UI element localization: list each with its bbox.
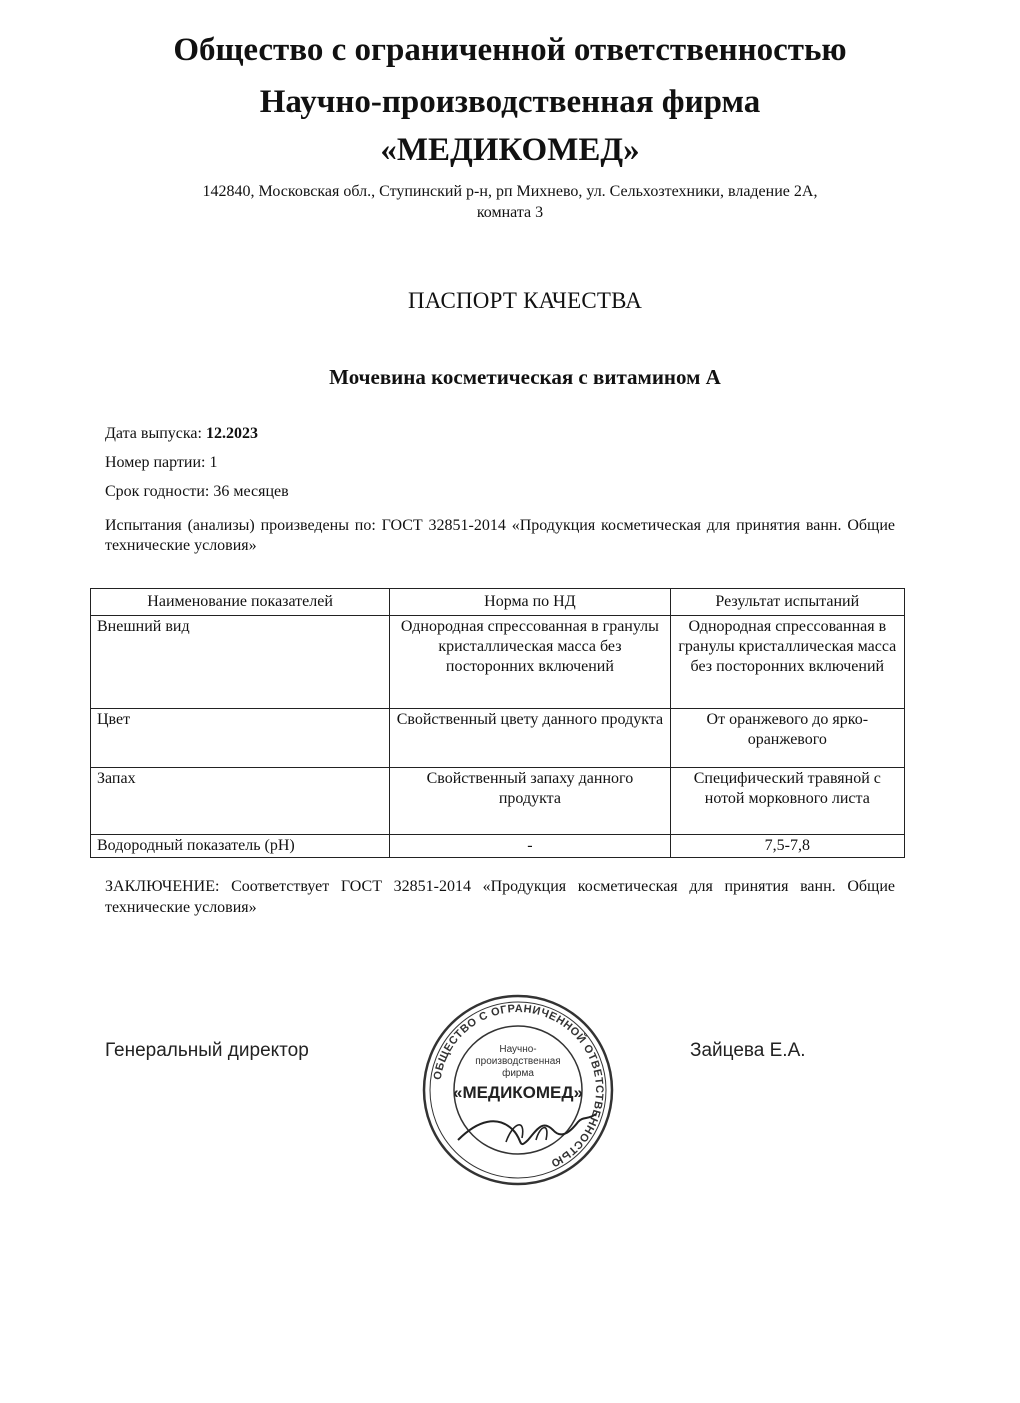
cell-result: Специфический травяной с нотой морковного листа [670,768,904,835]
table-header-row [91,589,905,616]
batch-number [105,453,218,473]
table-row [91,616,905,709]
shelf-life: Срок годности: 36 месяцев [105,483,289,500]
cell-norm: - [390,835,670,858]
tests-standard: Испытания (анализы) произведены по: ГОСТ 32851-2014 «Продукция косметическая для принятия ванн. Общие технические условия» [105,517,895,554]
org-name-line2: Научно-производственная фирма [259,84,761,120]
signer-role: Генеральный директор [105,1040,309,1061]
table-row [91,709,905,768]
table-row [91,768,905,835]
org-name-line3: «МЕДИКОМЕД» [380,132,640,168]
stamp-seal-icon [418,990,618,1190]
cell-indicator: Запах [91,768,390,835]
stamp-center-line1: Научно- [499,1044,537,1055]
release-date [105,424,258,444]
conclusion: ЗАКЛЮЧЕНИЕ: Соответствует ГОСТ 32851-2014 «Продукция косметическая для принятия ванн. Общие технические условия» [105,878,895,916]
batch-number-label: Номер партии: [105,454,206,471]
header-indicator: Наименование показателей [91,589,390,616]
product-name: Мочевина косметическая с витамином А [329,365,721,389]
stamp-center-line2: производственная [475,1056,561,1067]
cell-result: Однородная спрессованная в гранулы кристаллическая масса без посторонних включений [670,616,904,709]
release-date-value: 12.2023 [205,425,258,442]
stamp-center-line3: фирма [502,1068,534,1079]
quality-table [90,588,905,858]
cell-norm: Однородная спрессованная в гранулы кристаллическая масса без посторонних включений [390,616,670,709]
stamp-center-name: «МЕДИКОМЕД» [453,1083,583,1102]
signer-name: Зайцева Е.А. [690,1040,806,1061]
cell-norm: Свойственный цвету данного продукта [390,709,670,768]
address-line2: комната 3 [476,204,544,221]
cell-indicator: Водородный показатель (рН) [91,835,390,858]
org-name-line1: Общество с ограниченной ответственностью [173,32,847,68]
release-date-label: Дата выпуска: [105,425,202,442]
cell-indicator: Цвет [91,709,390,768]
batch-number-value: 1 [209,454,218,471]
table-row [91,835,905,858]
cell-indicator: Внешний вид [91,616,390,709]
header-norm: Норма по НД [390,589,670,616]
document-title: ПАСПОРТ КАЧЕСТВА [407,288,643,313]
cell-norm: Свойственный запаху данного продукта [390,768,670,835]
stamp-ring-text: ОБЩЕСТВО С ОГРАНИЧЕННОЙ ОТВЕТСТВЕННОСТЬЮ [431,1002,606,1170]
header-result: Результат испытаний [670,589,904,616]
cell-result: От оранжевого до ярко-оранжевого [670,709,904,768]
company-stamp [418,990,618,1190]
cell-result: 7,5-7,8 [670,835,904,858]
address-line1: 142840, Московская обл., Ступинский р-н, рп Михнево, ул. Сельхозтехники, владение 2А, [202,183,818,200]
